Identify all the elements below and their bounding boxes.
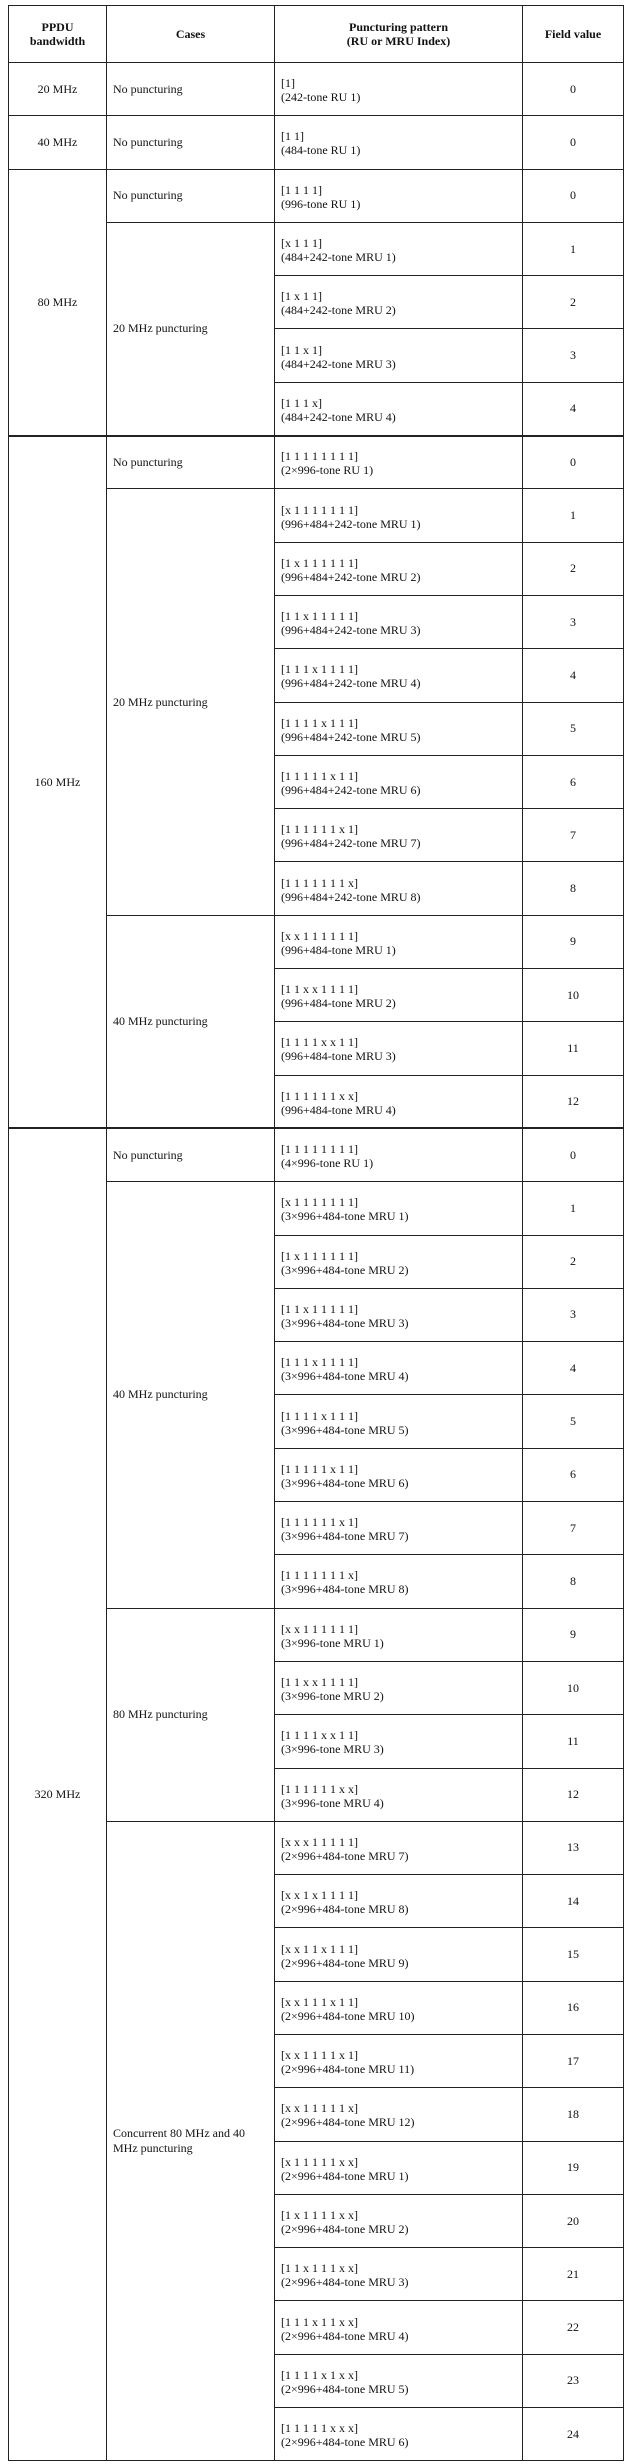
case-cell: Concurrent 80 MHz and 40 MHz puncturing — [107, 1821, 275, 2461]
puncturing-pattern-cell — [275, 649, 523, 702]
ru-mru-index: (3×996+484-tone MRU 5) — [281, 1422, 409, 1437]
field-value-cell: 9 — [523, 1608, 624, 1661]
pattern-bits: [1 1 1 x] — [281, 395, 322, 410]
pattern-bits: [1 1 1 1 x x 1 1] — [281, 1728, 358, 1743]
ru-mru-index: (2×996-tone RU 1) — [281, 463, 374, 478]
field-value-cell: 20 — [523, 2194, 624, 2247]
puncturing-pattern-cell — [275, 1981, 523, 2034]
ru-mru-index: (996+484-tone MRU 4) — [281, 1102, 396, 1117]
pattern-bits: [1 1 1 1 x 1 x x] — [281, 2367, 358, 2382]
field-value-cell: 19 — [523, 2141, 624, 2194]
puncturing-pattern-cell — [275, 595, 523, 648]
ppdu-bandwidth-cell: 320 MHz — [9, 1128, 107, 2460]
puncturing-pattern-cell — [275, 1608, 523, 1661]
header-ppdu-bandwidth: PPDU bandwidth — [9, 6, 107, 63]
puncturing-pattern-cell — [275, 382, 523, 435]
field-value-cell: 6 — [523, 1448, 624, 1501]
puncturing-pattern-cell — [275, 1395, 523, 1448]
puncturing-pattern-cell — [275, 1715, 523, 1768]
pattern-bits: [x 1 1 1 1 1 x x] — [281, 2154, 358, 2169]
puncturing-pattern-cell — [275, 436, 523, 489]
pattern-bits: [x x 1 1 x 1 1 1] — [281, 1941, 358, 1956]
pattern-bits: [1 1 x x 1 1 1 1] — [281, 1675, 358, 1690]
puncturing-pattern-cell — [275, 2248, 523, 2301]
puncturing-pattern-cell — [275, 276, 523, 329]
field-value-cell: 18 — [523, 2088, 624, 2141]
header-pattern-line1: Puncturing pattern — [349, 20, 448, 34]
puncturing-pattern-cell — [275, 1235, 523, 1288]
field-value-cell: 6 — [523, 755, 624, 808]
puncturing-pattern-cell — [275, 1448, 523, 1501]
field-value-cell: 2 — [523, 542, 624, 595]
pattern-bits: [1] — [281, 76, 295, 91]
pattern-bits: [1 1 1 1 1 1 1 x] — [281, 1568, 358, 1583]
case-cell: No puncturing — [107, 1128, 275, 1181]
ru-mru-index: (4×996-tone RU 1) — [281, 1156, 374, 1171]
ru-mru-index: (996+484+242-tone MRU 7) — [281, 836, 421, 851]
puncturing-table-container — [8, 5, 623, 2461]
ru-mru-index: (2×996+484-tone MRU 11) — [281, 2062, 415, 2077]
ru-mru-index: (996+484-tone MRU 3) — [281, 1049, 396, 1064]
puncturing-pattern-cell — [275, 915, 523, 968]
ru-mru-index: (3×996+484-tone MRU 6) — [281, 1475, 409, 1490]
pattern-bits: [x x 1 1 1 1 1 1] — [281, 1621, 358, 1636]
case-cell: 20 MHz puncturing — [107, 222, 275, 435]
field-value-cell: 11 — [523, 1022, 624, 1075]
puncturing-pattern-cell — [275, 116, 523, 169]
puncturing-pattern-cell — [275, 2194, 523, 2247]
pattern-bits: [x x 1 1 1 x 1 1] — [281, 1994, 358, 2009]
pattern-bits: [1 1 1 1 1 1 x 1] — [281, 1515, 358, 1530]
table-header — [9, 6, 624, 63]
field-value-cell: 2 — [523, 1235, 624, 1288]
pattern-bits: [1 x 1 1 1 1 1 1] — [281, 555, 358, 570]
puncturing-pattern-cell — [275, 222, 523, 275]
pattern-bits: [1 x 1 1 1 1 1 1] — [281, 1248, 358, 1263]
puncturing-pattern-cell — [275, 169, 523, 222]
pattern-bits: [1 1] — [281, 129, 304, 144]
field-value-cell: 12 — [523, 1075, 624, 1128]
ppdu-bandwidth-cell: 40 MHz — [9, 116, 107, 169]
pattern-bits: [1 1 x x 1 1 1 1] — [281, 982, 358, 997]
field-value-cell: 5 — [523, 702, 624, 755]
puncturing-pattern-cell — [275, 1555, 523, 1608]
table-row — [9, 1128, 624, 1181]
pattern-bits: [x x 1 x 1 1 1 1] — [281, 1888, 358, 1903]
ru-mru-index: (484-tone RU 1) — [281, 143, 361, 158]
ru-mru-index: (996+484+242-tone MRU 8) — [281, 889, 421, 904]
puncturing-pattern-cell — [275, 1661, 523, 1714]
field-value-cell: 0 — [523, 169, 624, 222]
field-value-cell: 7 — [523, 1502, 624, 1555]
puncturing-pattern-cell — [275, 542, 523, 595]
case-cell: 40 MHz puncturing — [107, 1182, 275, 1608]
field-value-cell: 8 — [523, 1555, 624, 1608]
field-value-cell: 0 — [523, 63, 624, 116]
pattern-bits: [1 1 x 1] — [281, 342, 322, 357]
ru-mru-index: (2×996+484-tone MRU 9) — [281, 1955, 409, 1970]
pattern-bits: [1 1 1 1 1 1 1 x] — [281, 875, 358, 890]
puncturing-pattern-cell — [275, 1022, 523, 1075]
pattern-bits: [1 x 1 1 1 1 x x] — [281, 2208, 358, 2223]
ru-mru-index: (3×996-tone MRU 4) — [281, 1795, 384, 1810]
ppdu-bandwidth-cell: 160 MHz — [9, 436, 107, 1129]
ru-mru-index: (996+484-tone MRU 1) — [281, 942, 396, 957]
field-value-cell: 12 — [523, 1768, 624, 1821]
field-value-cell: 3 — [523, 1288, 624, 1341]
field-value-cell: 0 — [523, 436, 624, 489]
ru-mru-index: (484+242-tone MRU 4) — [281, 409, 396, 424]
puncturing-pattern-cell — [275, 862, 523, 915]
ru-mru-index: (484+242-tone MRU 1) — [281, 250, 396, 265]
table-body — [9, 63, 624, 2461]
puncturing-pattern-cell — [275, 809, 523, 862]
field-value-cell: 24 — [523, 2408, 624, 2461]
case-cell: No puncturing — [107, 436, 275, 489]
pattern-bits: [1 1 1 1 x 1 1 1] — [281, 715, 358, 730]
pattern-bits: [1 1 x 1 1 1 1 1] — [281, 609, 358, 624]
field-value-cell: 0 — [523, 1128, 624, 1181]
header-cases: Cases — [107, 6, 275, 63]
puncturing-pattern-cell — [275, 489, 523, 542]
ru-mru-index: (996-tone RU 1) — [281, 196, 361, 211]
ru-mru-index: (2×996+484-tone MRU 7) — [281, 1848, 409, 1863]
ppdu-bandwidth-cell: 20 MHz — [9, 63, 107, 116]
pattern-bits: [1 1 1 1 1 1 x x] — [281, 1088, 358, 1103]
puncturing-pattern-cell — [275, 1768, 523, 1821]
header-puncturing-pattern — [275, 6, 523, 63]
ru-mru-index: (2×996+484-tone MRU 12) — [281, 2115, 415, 2130]
pattern-bits: [x x 1 1 1 1 1 x] — [281, 2101, 358, 2116]
ru-mru-index: (3×996+484-tone MRU 4) — [281, 1369, 409, 1384]
ru-mru-index: (3×996+484-tone MRU 1) — [281, 1209, 409, 1224]
ru-mru-index: (2×996+484-tone MRU 3) — [281, 2275, 409, 2290]
puncturing-pattern-cell — [275, 2141, 523, 2194]
case-cell: No puncturing — [107, 63, 275, 116]
ru-mru-index: (484+242-tone MRU 2) — [281, 303, 396, 318]
puncturing-pattern-cell — [275, 1288, 523, 1341]
field-value-cell: 4 — [523, 1342, 624, 1395]
field-value-cell: 8 — [523, 862, 624, 915]
puncturing-pattern-cell — [275, 2354, 523, 2407]
case-cell: 80 MHz puncturing — [107, 1608, 275, 1821]
puncturing-pattern-table — [8, 5, 624, 2461]
pattern-bits: [1 1 x 1 1 1 x x] — [281, 2261, 358, 2276]
field-value-cell: 0 — [523, 116, 624, 169]
field-value-cell: 10 — [523, 969, 624, 1022]
puncturing-pattern-cell — [275, 1928, 523, 1981]
field-value-cell: 17 — [523, 2034, 624, 2087]
puncturing-pattern-cell — [275, 329, 523, 382]
ru-mru-index: (3×996-tone MRU 1) — [281, 1635, 384, 1650]
pattern-bits: [1 1 1 1 1 1 1 1] — [281, 1142, 358, 1157]
pattern-bits: [1 1 1 1 1 x 1 1] — [281, 1461, 358, 1476]
pattern-bits: [x 1 1 1 1 1 1 1] — [281, 502, 358, 517]
field-value-cell: 14 — [523, 1875, 624, 1928]
field-value-cell: 5 — [523, 1395, 624, 1448]
ru-mru-index: (996+484+242-tone MRU 3) — [281, 623, 421, 638]
puncturing-pattern-cell — [275, 1182, 523, 1235]
puncturing-pattern-cell — [275, 2088, 523, 2141]
field-value-cell: 1 — [523, 222, 624, 275]
case-cell: No puncturing — [107, 169, 275, 222]
puncturing-pattern-cell — [275, 63, 523, 116]
field-value-cell: 1 — [523, 1182, 624, 1235]
puncturing-pattern-cell — [275, 1502, 523, 1555]
pattern-bits: [1 1 1 1 1 1 1 1] — [281, 449, 358, 464]
pattern-bits: [x 1 1 1 1 1 1 1] — [281, 1195, 358, 1210]
case-cell: No puncturing — [107, 116, 275, 169]
ru-mru-index: (242-tone RU 1) — [281, 90, 361, 105]
pattern-bits: [1 1 1 1 1 1 x x] — [281, 1781, 358, 1796]
puncturing-pattern-cell — [275, 2034, 523, 2087]
field-value-cell: 22 — [523, 2301, 624, 2354]
field-value-cell: 4 — [523, 382, 624, 435]
puncturing-pattern-cell — [275, 755, 523, 808]
ru-mru-index: (3×996-tone MRU 3) — [281, 1742, 384, 1757]
header-field-value: Field value — [523, 6, 624, 63]
pattern-bits: [1 1 1 1 x x 1 1] — [281, 1035, 358, 1050]
ru-mru-index: (996+484+242-tone MRU 2) — [281, 569, 421, 584]
field-value-cell: 2 — [523, 276, 624, 329]
pattern-bits: [1 1 1 1 1 x x x] — [281, 2421, 358, 2436]
puncturing-pattern-cell — [275, 702, 523, 755]
pattern-bits: [x 1 1 1] — [281, 236, 322, 251]
ru-mru-index: (2×996+484-tone MRU 8) — [281, 1902, 409, 1917]
ru-mru-index: (3×996+484-tone MRU 8) — [281, 1582, 409, 1597]
field-value-cell: 15 — [523, 1928, 624, 1981]
field-value-cell: 3 — [523, 329, 624, 382]
ru-mru-index: (996+484+242-tone MRU 1) — [281, 516, 421, 531]
ru-mru-index: (484+242-tone MRU 3) — [281, 356, 396, 371]
ru-mru-index: (2×996+484-tone MRU 2) — [281, 2222, 409, 2237]
field-value-cell: 23 — [523, 2354, 624, 2407]
field-value-cell: 13 — [523, 1821, 624, 1874]
puncturing-pattern-cell — [275, 1075, 523, 1128]
puncturing-pattern-cell — [275, 1821, 523, 1874]
field-value-cell: 10 — [523, 1661, 624, 1714]
puncturing-pattern-cell — [275, 1875, 523, 1928]
case-cell: 20 MHz puncturing — [107, 489, 275, 915]
pattern-bits: [1 1 1 x 1 1 1 1] — [281, 1355, 358, 1370]
puncturing-pattern-cell — [275, 1128, 523, 1181]
field-value-cell: 16 — [523, 1981, 624, 2034]
ru-mru-index: (2×996+484-tone MRU 4) — [281, 2328, 409, 2343]
ru-mru-index: (996+484+242-tone MRU 5) — [281, 729, 421, 744]
pattern-bits: [x x x 1 1 1 1 1] — [281, 1834, 358, 1849]
ru-mru-index: (996+484-tone MRU 2) — [281, 996, 396, 1011]
field-value-cell: 9 — [523, 915, 624, 968]
puncturing-pattern-cell — [275, 1342, 523, 1395]
ru-mru-index: (3×996+484-tone MRU 3) — [281, 1315, 409, 1330]
ru-mru-index: (3×996+484-tone MRU 7) — [281, 1529, 409, 1544]
field-value-cell: 7 — [523, 809, 624, 862]
ru-mru-index: (2×996+484-tone MRU 10) — [281, 2008, 415, 2023]
ppdu-bandwidth-cell: 80 MHz — [9, 169, 107, 435]
pattern-bits: [1 1 1 1 1 1 x 1] — [281, 822, 358, 837]
pattern-bits: [1 1 1 x 1 1 x x] — [281, 2314, 358, 2329]
field-value-cell: 1 — [523, 489, 624, 542]
table-row — [9, 63, 624, 116]
puncturing-pattern-cell — [275, 2408, 523, 2461]
header-pattern-line2: (RU or MRU Index) — [346, 34, 451, 48]
ru-mru-index: (3×996-tone MRU 2) — [281, 1689, 384, 1704]
pattern-bits: [1 1 1 1] — [281, 182, 322, 197]
pattern-bits: [x x 1 1 1 1 1 1] — [281, 928, 358, 943]
ru-mru-index: (2×996+484-tone MRU 6) — [281, 2435, 409, 2450]
pattern-bits: [1 1 x 1 1 1 1 1] — [281, 1301, 358, 1316]
pattern-bits: [1 1 1 1 1 x 1 1] — [281, 769, 358, 783]
table-row — [9, 436, 624, 489]
field-value-cell: 11 — [523, 1715, 624, 1768]
pattern-bits: [1 1 1 x 1 1 1 1] — [281, 662, 358, 677]
table-row — [9, 116, 624, 169]
pattern-bits: [1 x 1 1] — [281, 289, 322, 304]
ru-mru-index: (996+484+242-tone MRU 6) — [281, 783, 421, 797]
ru-mru-index: (3×996+484-tone MRU 2) — [281, 1262, 409, 1277]
ru-mru-index: (2×996+484-tone MRU 5) — [281, 2381, 409, 2396]
case-cell: 40 MHz puncturing — [107, 915, 275, 1128]
field-value-cell: 4 — [523, 649, 624, 702]
field-value-cell: 21 — [523, 2248, 624, 2301]
pattern-bits: [x x 1 1 1 1 x 1] — [281, 2048, 358, 2063]
puncturing-pattern-cell — [275, 969, 523, 1022]
table-row — [9, 169, 624, 222]
ru-mru-index: (996+484+242-tone MRU 4) — [281, 676, 421, 691]
field-value-cell: 3 — [523, 595, 624, 648]
ru-mru-index: (2×996+484-tone MRU 1) — [281, 2168, 409, 2183]
puncturing-pattern-cell — [275, 2301, 523, 2354]
pattern-bits: [1 1 1 1 x 1 1 1] — [281, 1408, 358, 1423]
